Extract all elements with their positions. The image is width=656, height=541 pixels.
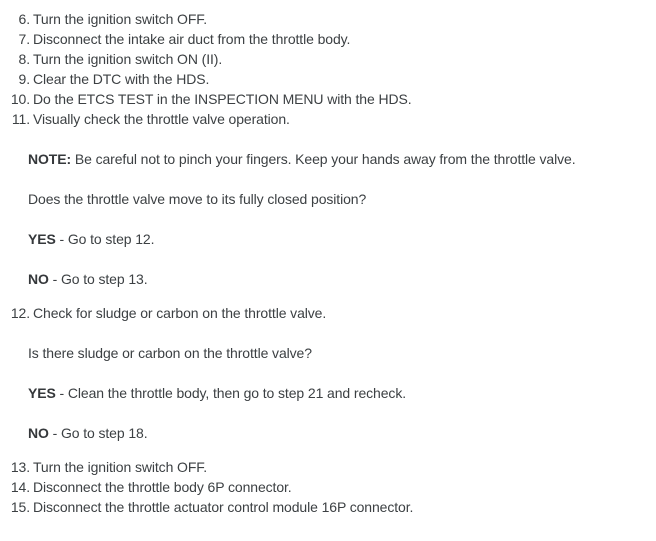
step-number: 12. (10, 305, 30, 321)
paragraph-text: - Go to step 18. (48, 425, 148, 441)
note-label: NOTE: (28, 151, 72, 167)
paragraph-text: - Go to step 13. (48, 271, 148, 287)
paragraph-text: - Clean the throttle body, then go to step 21 and recheck. (55, 385, 407, 401)
step-number: 15. (10, 499, 30, 515)
step-text: Clear the DTC with the HDS. (33, 71, 210, 87)
step-item (0, 69, 648, 89)
paragraph-text: Be careful not to pinch your fingers. Keep your hands away from the throttle valve. (71, 151, 576, 167)
result-yes (28, 383, 648, 403)
step-number: 7. (18, 31, 30, 47)
step-number: 11. (11, 111, 30, 127)
step-number: 10. (10, 91, 30, 107)
step-list (0, 457, 648, 517)
result-label: YES (28, 231, 56, 247)
step-item (0, 49, 648, 69)
question-text (28, 189, 648, 209)
result-no (28, 423, 648, 443)
step-number: 13. (10, 459, 30, 475)
step-item (0, 303, 648, 323)
step-item (0, 29, 648, 49)
step-number: 9. (18, 71, 30, 87)
step-text: Disconnect the throttle actuator control module 16P connector. (33, 499, 414, 515)
step-item (0, 477, 648, 497)
result-no (28, 269, 648, 289)
result-label: NO (28, 425, 49, 441)
step-text: Check for sludge or carbon on the throttle valve. (33, 305, 327, 321)
paragraph-text: Does the throttle valve move to its fully closed position? (28, 191, 367, 207)
step-list (0, 303, 648, 323)
step-number: 14. (10, 479, 30, 495)
step-item (0, 497, 648, 517)
result-yes (28, 229, 648, 249)
step-text: Visually check the throttle valve operation. (33, 111, 290, 127)
result-label: NO (28, 271, 49, 287)
paragraph-text: - Go to step 12. (55, 231, 155, 247)
step-item (0, 457, 648, 477)
step-text: Disconnect the intake air duct from the throttle body. (33, 31, 351, 47)
step-text: Turn the ignition switch OFF. (33, 11, 207, 27)
step-text: Turn the ignition switch OFF. (33, 459, 207, 475)
result-label: YES (28, 385, 56, 401)
note-paragraph (28, 149, 648, 169)
step-item (0, 89, 648, 109)
step-item (0, 109, 648, 129)
paragraph-text: Is there sludge or carbon on the throttle valve? (28, 345, 312, 361)
step-text: Do the ETCS TEST in the INSPECTION MENU with the HDS. (33, 91, 412, 107)
step-number: 8. (18, 51, 30, 67)
step-text: Turn the ignition switch ON (II). (33, 51, 223, 67)
step-list (0, 9, 648, 129)
step-item (0, 9, 648, 29)
step-number: 6. (18, 11, 30, 27)
question-text (28, 343, 648, 363)
step-text: Disconnect the throttle body 6P connector. (33, 479, 292, 495)
